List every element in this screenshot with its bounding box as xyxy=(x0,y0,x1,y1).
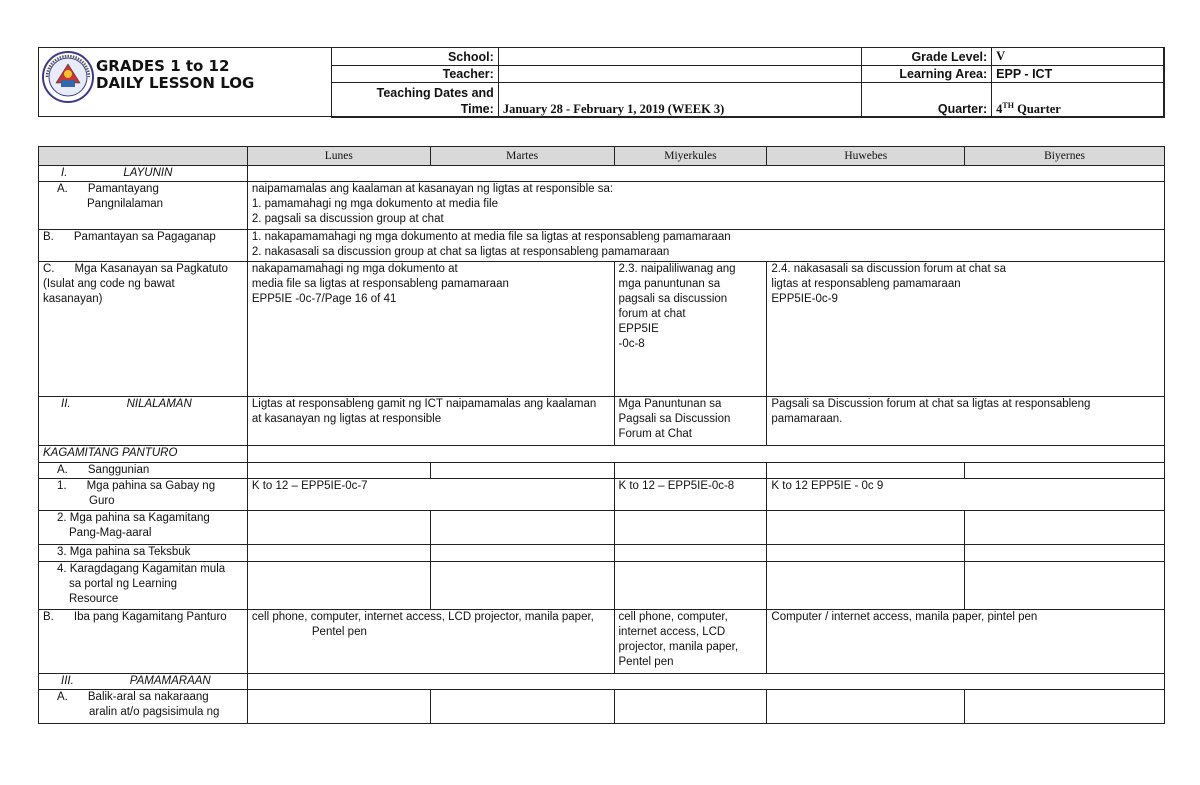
row-kagamitang-mag-aaral xyxy=(39,511,1165,545)
balik-monday[interactable] xyxy=(247,690,430,724)
kasanayan-label xyxy=(39,262,248,397)
balik-label xyxy=(39,690,248,724)
pamantayang-content[interactable] xyxy=(247,182,1164,230)
iba-thursday-friday[interactable]: Computer / internet access, manila paper, pintel pen xyxy=(767,610,1165,674)
pagaganap-number: B. xyxy=(43,231,54,243)
pagaganap-content[interactable] xyxy=(247,230,1164,262)
iba-mon-l2: Pentel pen xyxy=(311,626,367,638)
nilalaman-thursday-friday[interactable] xyxy=(767,397,1165,446)
kagamitang-mag-tuesday[interactable] xyxy=(430,511,614,545)
nilalaman-thu-l2: pamamaraan. xyxy=(771,413,843,425)
teksbuk-thursday[interactable] xyxy=(767,545,965,562)
teaching-dates-label-line2: Time: xyxy=(460,102,494,116)
kasanayan-wednesday[interactable] xyxy=(614,262,767,397)
karagdagang-label-l3: Resource xyxy=(69,593,119,605)
nilalaman-wednesday[interactable] xyxy=(614,397,767,446)
iba-wed-l4: Pentel pen xyxy=(618,656,674,668)
row-layunin xyxy=(39,166,1165,182)
pamamaraan-label xyxy=(39,674,248,690)
pamamaraan-content[interactable] xyxy=(247,674,1164,690)
teaching-dates-label-line1: Teaching Dates and xyxy=(376,86,494,100)
gabay-monday-tuesday[interactable]: K to 12 – EPP5IE-0c-7 xyxy=(247,479,614,511)
lesson-log-table xyxy=(38,146,1165,724)
sanggunian-wednesday[interactable] xyxy=(614,463,767,479)
day-header-friday: Biyernes xyxy=(965,147,1165,166)
row-pamantayan-pagaganap xyxy=(39,230,1165,262)
kasanayan-wed-l2: mga panuntunan sa xyxy=(618,278,721,290)
balik-label-l2: aralin at/o pagsisimula ng xyxy=(89,706,220,718)
quarter-number: 4 xyxy=(996,102,1003,116)
day-header-row xyxy=(39,147,1165,166)
kasanayan-thu-l1: 2.4. nakasasali sa discussion forum at chat sa xyxy=(771,263,1006,275)
kagamitang-mag-friday[interactable] xyxy=(965,511,1165,545)
sanggunian-label xyxy=(39,463,248,479)
layunin-label xyxy=(39,166,248,182)
lesson-log-header xyxy=(38,47,1164,117)
nilalaman-wed-l2: Pagsali sa Discussion xyxy=(618,413,731,425)
kasanayan-wed-l1: 2.3. naipaliliwanag ang xyxy=(618,263,736,275)
nilalaman-mon-l2: at kasanayan ng ligtas at responsible xyxy=(251,413,442,425)
row-sanggunian xyxy=(39,463,1165,479)
pamamaraan-number: III. xyxy=(61,675,74,687)
nilalaman-mon-l1: Ligtas at responsableng gamit ng ICT naipamamalas ang kaalaman xyxy=(251,398,597,410)
sanggunian-friday[interactable] xyxy=(965,463,1165,479)
iba-wed-l3: projector, manila paper, xyxy=(618,641,739,653)
row-kasanayan xyxy=(39,262,1165,397)
sanggunian-thursday[interactable] xyxy=(767,463,965,479)
school-label: School: xyxy=(332,48,499,66)
kasanayan-label-l2: (Isulat ang code ng bawat xyxy=(43,278,175,290)
row-nilalaman xyxy=(39,397,1165,446)
kagamitang-mag-thursday[interactable] xyxy=(767,511,965,545)
balik-label-l1: Balik-aral sa nakaraang xyxy=(87,691,209,703)
balik-friday[interactable] xyxy=(965,690,1165,724)
sanggunian-monday[interactable] xyxy=(247,463,430,479)
karagdagang-monday[interactable] xyxy=(247,562,430,610)
teksbuk-tuesday[interactable] xyxy=(430,545,614,562)
title-daily-lesson-log: DAILY LESSON LOG xyxy=(96,74,255,92)
iba-monday-tuesday[interactable] xyxy=(247,610,614,674)
balik-wednesday[interactable] xyxy=(614,690,767,724)
karagdagang-label xyxy=(39,562,248,610)
pamantayang-label xyxy=(39,182,248,230)
quarter-field[interactable] xyxy=(992,83,1165,118)
school-field[interactable] xyxy=(498,48,861,66)
balik-thursday[interactable] xyxy=(767,690,965,724)
pamantayang-text-l1: naipamamalas ang kaalaman at kasanayan ng ligtas at responsible sa: xyxy=(251,183,614,195)
day-header-blank xyxy=(39,147,248,166)
nilalaman-wed-l1: Mga Panuntunan sa xyxy=(618,398,722,410)
kasanayan-thu-l3: EPP5IE-0c-9 xyxy=(771,293,838,305)
kasanayan-label-l1: Mga Kasanayan sa Pagkatuto xyxy=(74,263,228,275)
learning-area-field[interactable]: EPP - ICT xyxy=(992,66,1165,83)
day-header-thursday: Huwebes xyxy=(767,147,965,166)
iba-wed-l1: cell phone, computer, xyxy=(618,611,728,623)
row-pamamaraan xyxy=(39,674,1165,690)
deped-seal-icon xyxy=(41,50,95,104)
layunin-number: I. xyxy=(61,167,68,179)
iba-wednesday[interactable] xyxy=(614,610,767,674)
quarter-word: Quarter xyxy=(1013,102,1061,116)
iba-wed-l2: internet access, LCD xyxy=(618,626,726,638)
iba-number: B. xyxy=(43,611,54,623)
pamantayang-number: A. xyxy=(57,183,68,195)
kasanayan-number: C. xyxy=(43,263,55,275)
gabay-label-l2: Guro xyxy=(89,495,115,507)
kasanayan-thursday-friday[interactable] xyxy=(767,262,1165,397)
kagamitan-content[interactable] xyxy=(247,446,1164,463)
teaching-dates-label xyxy=(332,83,499,118)
row-kagamitang-panturo xyxy=(39,446,1165,463)
kagamitang-mag-monday[interactable] xyxy=(247,511,430,545)
kasanayan-wed-l5: EPP5IE xyxy=(618,323,659,335)
karagdagang-thursday[interactable] xyxy=(767,562,965,610)
teksbuk-wednesday[interactable] xyxy=(614,545,767,562)
kasanayan-wed-l6: -0c-8 xyxy=(618,338,645,350)
gabay-label xyxy=(39,479,248,511)
teaching-dates-field[interactable]: January 28 - February 1, 2019 (WEEK 3) xyxy=(498,83,861,118)
nilalaman-text: NILALAMAN xyxy=(126,398,192,410)
karagdagang-tuesday[interactable] xyxy=(430,562,614,610)
day-header-wednesday: Miyerkules xyxy=(614,147,767,166)
sanggunian-tuesday[interactable] xyxy=(430,463,614,479)
layunin-content[interactable] xyxy=(247,166,1164,182)
kasanayan-label-l3: kasanayan) xyxy=(43,293,103,305)
kasanayan-wed-l4: forum at chat xyxy=(618,308,686,320)
sanggunian-text: Sanggunian xyxy=(87,464,150,476)
iba-label xyxy=(39,610,248,674)
karagdagang-wednesday[interactable] xyxy=(614,562,767,610)
kagamitang-mag-label-l2: Pang-Mag-aaral xyxy=(69,527,152,539)
teacher-field[interactable] xyxy=(498,66,861,83)
kasanayan-wed-l3: pagsali sa discussion xyxy=(618,293,728,305)
gabay-number: 1. xyxy=(57,480,67,492)
teksbuk-monday[interactable] xyxy=(247,545,430,562)
balik-number: A. xyxy=(57,691,68,703)
teacher-label: Teacher: xyxy=(332,66,499,83)
karagdagang-label-l2: sa portal ng Learning xyxy=(69,578,178,590)
nilalaman-wed-l3: Forum at Chat xyxy=(618,428,692,440)
nilalaman-number: II. xyxy=(61,398,71,410)
teksbuk-friday[interactable] xyxy=(965,545,1165,562)
learning-area-label: Learning Area: xyxy=(862,66,992,83)
pagaganap-label xyxy=(39,230,248,262)
nilalaman-thu-l1: Pagsali sa Discussion forum at chat sa ligtas at responsableng xyxy=(771,398,1091,410)
grade-level-field[interactable]: V xyxy=(992,48,1165,66)
layunin-text: LAYUNIN xyxy=(123,167,173,179)
karagdagang-label-l1: 4. Karagdagang Kagamitan mula xyxy=(57,563,226,575)
row-gabay-guro xyxy=(39,479,1165,511)
title-grades: GRADES 1 to 12 xyxy=(96,57,230,75)
row-karagdagang-kagamitan xyxy=(39,562,1165,610)
pamantayang-label-l1: Pamantayang xyxy=(87,183,159,195)
kasanayan-mon-l1: nakapamamahagi ng mga dokumento at xyxy=(251,263,458,275)
day-header-tuesday: Martes xyxy=(430,147,614,166)
kagamitang-mag-label-l1: 2. Mga pahina sa Kagamitang xyxy=(57,512,210,524)
pagaganap-text-l1: 1. nakapamamahagi ng mga dokumento at media file sa ligtas at responsableng pamamaraan xyxy=(251,231,731,243)
kagamitan-label: KAGAMITANG PANTURO xyxy=(39,446,248,463)
pamantayang-text-l2: 1. pamamahagi ng mga dokumento at media file xyxy=(251,198,498,210)
kasanayan-monday-tuesday[interactable] xyxy=(247,262,614,397)
grade-level-label: Grade Level: xyxy=(862,48,992,66)
quarter-suffix: TH xyxy=(1002,100,1014,110)
pamamaraan-text: PAMAMARAAN xyxy=(129,675,211,687)
row-teksbuk xyxy=(39,545,1165,562)
pamantayang-label-l2: Pangnilalaman xyxy=(87,198,164,210)
nilalaman-label xyxy=(39,397,248,446)
row-balik-aral xyxy=(39,690,1165,724)
kasanayan-mon-l2: media file sa ligtas at responsableng pamamaraan xyxy=(251,278,509,290)
row-iba-pang-kagamitan xyxy=(39,610,1165,674)
pamantayang-text-l3: 2. pagsali sa discussion group at chat xyxy=(251,213,444,225)
iba-text: Iba pang Kagamitang Panturo xyxy=(73,611,227,623)
sanggunian-number: A. xyxy=(57,464,68,476)
pagaganap-text: Pamantayan sa Pagaganap xyxy=(73,231,216,243)
kagamitang-mag-label xyxy=(39,511,248,545)
quarter-label: Quarter: xyxy=(862,83,992,118)
nilalaman-monday-tuesday[interactable] xyxy=(247,397,614,446)
iba-mon-l1: cell phone, computer, internet access, LCD projector, manila paper, xyxy=(251,611,594,623)
gabay-label-l1: Mga pahina sa Gabay ng xyxy=(86,480,216,492)
kasanayan-mon-l3: EPP5IE -0c-7/Page 16 of 41 xyxy=(251,293,397,305)
day-header-monday: Lunes xyxy=(247,147,430,166)
balik-tuesday[interactable] xyxy=(430,690,614,724)
pagaganap-text-l2: 2. nakasasali sa discussion group at chat sa ligtas at responsableng pamamaraan xyxy=(251,246,670,258)
gabay-thursday-friday[interactable]: K to 12 EPP5IE - 0c 9 xyxy=(767,479,1165,511)
row-pamantayang-pangnilalaman xyxy=(39,182,1165,230)
karagdagang-friday[interactable] xyxy=(965,562,1165,610)
kasanayan-thu-l2: ligtas at responsableng pamamaraan xyxy=(771,278,961,290)
kagamitang-mag-wednesday[interactable] xyxy=(614,511,767,545)
gabay-wednesday[interactable]: K to 12 – EPP5IE-0c-8 xyxy=(614,479,767,511)
info-table xyxy=(331,47,1165,118)
teksbuk-label: 3. Mga pahina sa Teksbuk xyxy=(39,545,248,562)
